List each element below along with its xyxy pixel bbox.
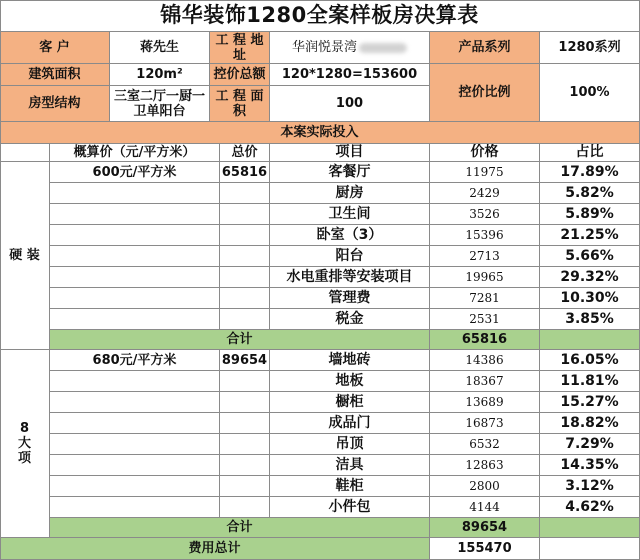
hard-subtotal-label: 合计	[50, 330, 430, 350]
major-blank-b	[220, 497, 270, 518]
item-pct: 21.25%	[540, 225, 640, 246]
hard-blank-b	[220, 288, 270, 309]
item-price: 11975	[430, 162, 540, 183]
group-header-blank	[0, 144, 50, 162]
item-name: 厨房	[270, 183, 430, 204]
major-items-label: 8 大 项	[0, 350, 50, 538]
redacted-mark	[359, 43, 407, 53]
layout-label: 房型结构	[0, 86, 110, 122]
item-name: 管理费	[270, 288, 430, 309]
major-blank-a	[50, 392, 220, 413]
item-pct: 16.05%	[540, 350, 640, 371]
hard-blank-b	[220, 309, 270, 330]
hard-subtotal-value: 65816	[430, 330, 540, 350]
major-blank-b	[220, 476, 270, 497]
item-price: 4144	[430, 497, 540, 518]
item-pct: 29.32%	[540, 267, 640, 288]
item-pct: 18.82%	[540, 413, 640, 434]
item-price: 13689	[430, 392, 540, 413]
major-subtotal-value: 89654	[430, 518, 540, 538]
budget-label: 控价总额	[210, 64, 270, 86]
item-name: 卫生间	[270, 204, 430, 225]
item-name: 鞋柜	[270, 476, 430, 497]
item-price: 15396	[430, 225, 540, 246]
major-blank-a	[50, 476, 220, 497]
hard-subtotal-blank	[540, 330, 640, 350]
item-name: 阳台	[270, 246, 430, 267]
col-ratio: 占比	[540, 144, 640, 162]
item-name: 橱柜	[270, 392, 430, 413]
major-blank-a	[50, 413, 220, 434]
hard-blank-a	[50, 225, 220, 246]
item-price: 12863	[430, 455, 540, 476]
item-pct: 7.29%	[540, 434, 640, 455]
section-title: 本案实际投入	[0, 122, 640, 144]
item-price: 7281	[430, 288, 540, 309]
major-blank-b	[220, 455, 270, 476]
item-price: 2429	[430, 183, 540, 204]
major-subtotal-blank	[540, 518, 640, 538]
item-price: 16873	[430, 413, 540, 434]
area-value: 120m²	[110, 64, 210, 86]
item-pct: 3.85%	[540, 309, 640, 330]
major-blank-a	[50, 371, 220, 392]
hard-blank-a	[50, 288, 220, 309]
item-price: 18367	[430, 371, 540, 392]
address-label: 工 程 地 址	[210, 32, 270, 64]
item-price: 2800	[430, 476, 540, 497]
item-name: 墙地砖	[270, 350, 430, 371]
item-pct: 5.89%	[540, 204, 640, 225]
hard-blank-a	[50, 183, 220, 204]
item-pct: 5.82%	[540, 183, 640, 204]
item-price: 3526	[430, 204, 540, 225]
item-name: 吊顶	[270, 434, 430, 455]
hard-blank-b	[220, 183, 270, 204]
major-blank-a	[50, 455, 220, 476]
address-value: 华润悦景湾	[291, 40, 357, 55]
work-area-value: 100	[270, 86, 430, 122]
item-name: 地板	[270, 371, 430, 392]
hard-blank-a	[50, 267, 220, 288]
item-name: 小件包	[270, 497, 430, 518]
hard-decoration-label: 硬 装	[0, 162, 50, 350]
item-name: 洁具	[270, 455, 430, 476]
major-subtotal-label: 合计	[50, 518, 430, 538]
hard-blank-b	[220, 267, 270, 288]
grand-total-blank	[540, 538, 640, 560]
item-name: 水电重排等安装项目	[270, 267, 430, 288]
series-value: 1280系列	[540, 32, 640, 64]
item-name: 税金	[270, 309, 430, 330]
budget-value: 120*1280=153600	[270, 64, 430, 86]
item-pct: 10.30%	[540, 288, 640, 309]
grand-total-value: 155470	[430, 538, 540, 560]
major-blank-b	[220, 392, 270, 413]
ratio-value: 100%	[540, 64, 640, 122]
item-name: 卧室（3）	[270, 225, 430, 246]
major-blank-a	[50, 434, 220, 455]
ratio-label: 控价比例	[430, 64, 540, 122]
major-unit-price: 680元/平方米	[50, 350, 220, 371]
hard-blank-b	[220, 246, 270, 267]
col-total: 总价	[220, 144, 270, 162]
work-area-label: 工 程 面 积	[210, 86, 270, 122]
hard-total: 65816	[220, 162, 270, 183]
major-total: 89654	[220, 350, 270, 371]
item-name: 成品门	[270, 413, 430, 434]
item-pct: 3.12%	[540, 476, 640, 497]
item-pct: 15.27%	[540, 392, 640, 413]
item-price: 2713	[430, 246, 540, 267]
hard-blank-a	[50, 309, 220, 330]
col-item: 项目	[270, 144, 430, 162]
item-pct: 17.89%	[540, 162, 640, 183]
client-value: 蒋先生	[110, 32, 210, 64]
sheet-title: 锦华装饰1280全案样板房决算表	[0, 0, 640, 32]
item-name: 客餐厅	[270, 162, 430, 183]
client-label: 客 户	[0, 32, 110, 64]
item-price: 19965	[430, 267, 540, 288]
hard-unit-price: 600元/平方米	[50, 162, 220, 183]
area-label: 建筑面积	[0, 64, 110, 86]
hard-blank-a	[50, 246, 220, 267]
col-price: 价格	[430, 144, 540, 162]
item-pct: 4.62%	[540, 497, 640, 518]
grand-total-label: 费用总计	[0, 538, 430, 560]
item-price: 2531	[430, 309, 540, 330]
layout-value: 三室二厅一厨一卫单阳台	[110, 86, 210, 122]
col-price-per-sqm: 概算价（元/平方米）	[50, 144, 220, 162]
item-pct: 11.81%	[540, 371, 640, 392]
hard-blank-a	[50, 204, 220, 225]
series-label: 产品系列	[430, 32, 540, 64]
hard-blank-b	[220, 225, 270, 246]
address-cell	[270, 32, 430, 64]
major-blank-a	[50, 497, 220, 518]
item-price: 14386	[430, 350, 540, 371]
major-blank-b	[220, 413, 270, 434]
hard-blank-b	[220, 204, 270, 225]
item-price: 6532	[430, 434, 540, 455]
item-pct: 14.35%	[540, 455, 640, 476]
major-blank-b	[220, 371, 270, 392]
item-pct: 5.66%	[540, 246, 640, 267]
major-blank-b	[220, 434, 270, 455]
